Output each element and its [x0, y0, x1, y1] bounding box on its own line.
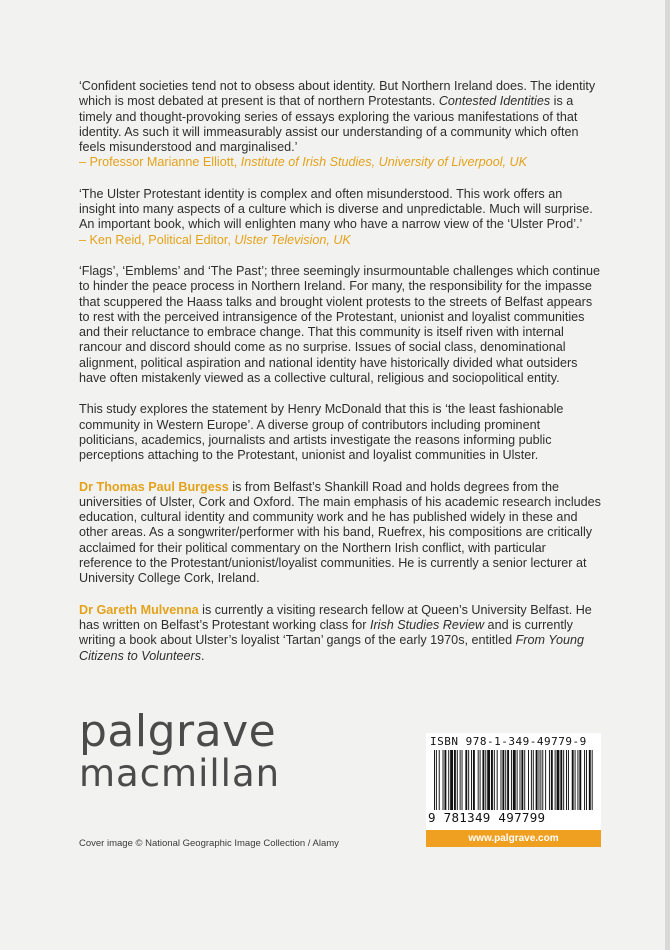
author-bio-text: is from Belfast’s Shankill Road and holds degrees from the universities of Ulster, Cork and Oxford. The main emphasis of his academic research includes education, cultural identity and community work and he has published widely in these and other areas. As a songwriter/performer with his band, Ruefrex, his compositions are critically acclaimed for their political commentary on the Northern Irish conflict, with particular reference to the Protestant/unionist/loyalist communities. He is currently a senior lecturer at University College Cork, Ireland. — [79, 479, 601, 586]
barcode-bar — [555, 750, 556, 810]
barcode-bar — [436, 750, 437, 810]
barcode-bar — [471, 750, 472, 810]
barcode-bar — [507, 750, 509, 810]
barcode-bar — [443, 750, 444, 810]
author-name-burgess: Dr Thomas Paul Burgess — [79, 479, 229, 494]
barcode-bar — [444, 750, 446, 810]
logo-line-palgrave: palgrave — [79, 706, 277, 757]
barcode-bar — [487, 750, 490, 810]
barcode-bar — [586, 750, 587, 810]
barcode-bar — [542, 750, 543, 810]
barcode-bar — [439, 750, 440, 810]
barcode-bar — [540, 750, 541, 810]
author-bio-text-b: and is currently writing a book about Ulster’s loyalist ‘Tartan’ gangs of the early 1970s, entitled — [79, 617, 573, 648]
attribution-affiliation: Institute of Irish Studies, University of Liverpool, UK — [240, 155, 527, 170]
barcode-bar — [549, 750, 550, 810]
barcode-bar — [568, 750, 569, 810]
right-edge-strip — [665, 0, 670, 950]
barcode-bar — [521, 750, 523, 810]
barcode-bar — [551, 750, 553, 810]
barcode-bar — [468, 750, 469, 810]
barcode-bar — [566, 750, 567, 810]
barcode-bars — [434, 750, 594, 810]
barcode-bar — [505, 750, 506, 810]
barcode-bar — [557, 750, 560, 810]
barcode-bar — [563, 750, 564, 810]
author-bio-text-c: . — [201, 648, 205, 663]
barcode-bar — [448, 750, 449, 810]
barcode-bar — [485, 750, 486, 810]
barcode-bar — [497, 750, 498, 810]
barcode-bar — [517, 750, 518, 810]
barcode-bar — [450, 750, 453, 810]
barcode-bar — [560, 750, 562, 810]
barcode-bar — [520, 750, 521, 810]
logo-line-macmillan: macmillan — [79, 752, 281, 795]
barcode-digits: 9 781349 497799 — [428, 810, 546, 825]
barcode-bar — [577, 750, 578, 810]
barcode-bar — [513, 750, 516, 810]
barcode-panel — [426, 733, 601, 830]
barcode-bar — [536, 750, 538, 810]
barcode-bar — [460, 750, 461, 810]
barcode-bar — [473, 750, 475, 810]
barcode-bar — [501, 750, 502, 810]
barcode-bar — [592, 750, 593, 810]
barcode-bar — [454, 750, 456, 810]
barcode-bar — [539, 750, 540, 810]
barcode-bar — [465, 750, 467, 810]
barcode-bar — [502, 750, 504, 810]
barcode-bar — [462, 750, 463, 810]
barcode-bar — [533, 750, 534, 810]
barcode-bar — [480, 750, 481, 810]
back-cover-text — [79, 79, 601, 680]
quote-elliott-text-a: ‘Confident societies tend not to obsess about identity. But Northern Ireland does. The identity which is most debated at present is that of northern Protestants. — [79, 79, 596, 109]
barcode-bar — [545, 750, 546, 810]
barcode-bar — [478, 750, 479, 810]
quote-elliott-title: Contested Identities — [438, 94, 551, 109]
attribution-affiliation: Ulster Television, UK — [234, 232, 351, 247]
barcode-bar — [528, 750, 529, 810]
barcode-bar — [491, 750, 493, 810]
barcode-bar — [511, 750, 512, 810]
barcode-bar — [589, 750, 591, 810]
barcode-bar — [524, 750, 525, 810]
author-bio-text-a: is currently a visiting research fellow at Queen’s University Belfast. He has written on Belfast’s Protestant working class for — [79, 602, 592, 632]
cover-image-credit: Cover image © National Geographic Image Collection / Alamy — [79, 838, 339, 849]
attribution-name: – Ken Reid, Political Editor, — [79, 232, 235, 247]
barcode-bar — [572, 750, 574, 810]
quote-elliott — [79, 79, 601, 171]
quote-reid — [79, 187, 601, 248]
barcode-bar — [457, 750, 458, 810]
book-title: From Young Citizens to Volunteers — [79, 633, 584, 663]
barcode-bar — [434, 750, 435, 810]
isbn-label: ISBN 978-1-349-49779-9 — [430, 735, 587, 748]
barcode-bar — [575, 750, 576, 810]
quote-reid-text: ‘The Ulster Protestant identity is complex and often misunderstood. This work offers an insight into many aspects of a culture which is diverse and unpredictable. Much will surprise. An important book, which will enlighten many who have a narrow view of the ‘Ulster Prod’.’ — [79, 186, 593, 232]
quote-elliott-attribution — [79, 155, 527, 169]
attribution-name: – Professor Marianne Elliott, — [79, 155, 241, 170]
author-name-mulvenna: Dr Gareth Mulvenna — [79, 602, 199, 617]
quote-reid-attribution — [79, 233, 351, 247]
journal-title: Irish Studies Review — [369, 617, 485, 632]
barcode-bar — [531, 750, 532, 810]
description-paragraph-2: This study explores the statement by Henry McDonald that this is ‘the least fashionable community in Western Europe’. A diverse group of contributors including prominent politicians, academics, journalists and artists investigate the reasons informing public perceptions attaching to the Protestant, unionist and loyalist communities in Ulster. — [79, 402, 564, 463]
barcode-bar — [579, 750, 581, 810]
author-bio-mulvenna — [79, 603, 601, 664]
quote-elliott-text-b: is a timely and thought-provoking series of essays exploring the various manifestations of that identity. As such it will immeasurably assist our understanding of a community which often feels misunderstood and marginalised.’ — [79, 94, 579, 155]
publisher-logo — [79, 708, 280, 794]
barcode-bar — [482, 750, 484, 810]
barcode-bar — [584, 750, 585, 810]
publisher-url[interactable]: www.palgrave.com — [426, 830, 601, 847]
description-paragraph-1: ‘Flags’, ‘Emblems’ and ‘The Past’; three seemingly insurmountable challenges which continue to hinder the peace process in Northern Ireland. For many, the responsibility for the impasse that scuppered the Haass talks and brought violent protests to the streets of Belfast appears to rest with the perceived intransigence of the Protestant, unionist and loyalist communities and their reluctance to embrace change. That this community is itself riven with internal rancour and discord should come as no surprise. Issues of social class, denominational alignment, political aspiration and national identity have historically divided what outsiders have often mistakenly viewed as a collective cultural, religious and sociopolitical entity. — [79, 263, 601, 386]
barcode-bar — [494, 750, 495, 810]
author-bio-burgess — [79, 480, 601, 587]
